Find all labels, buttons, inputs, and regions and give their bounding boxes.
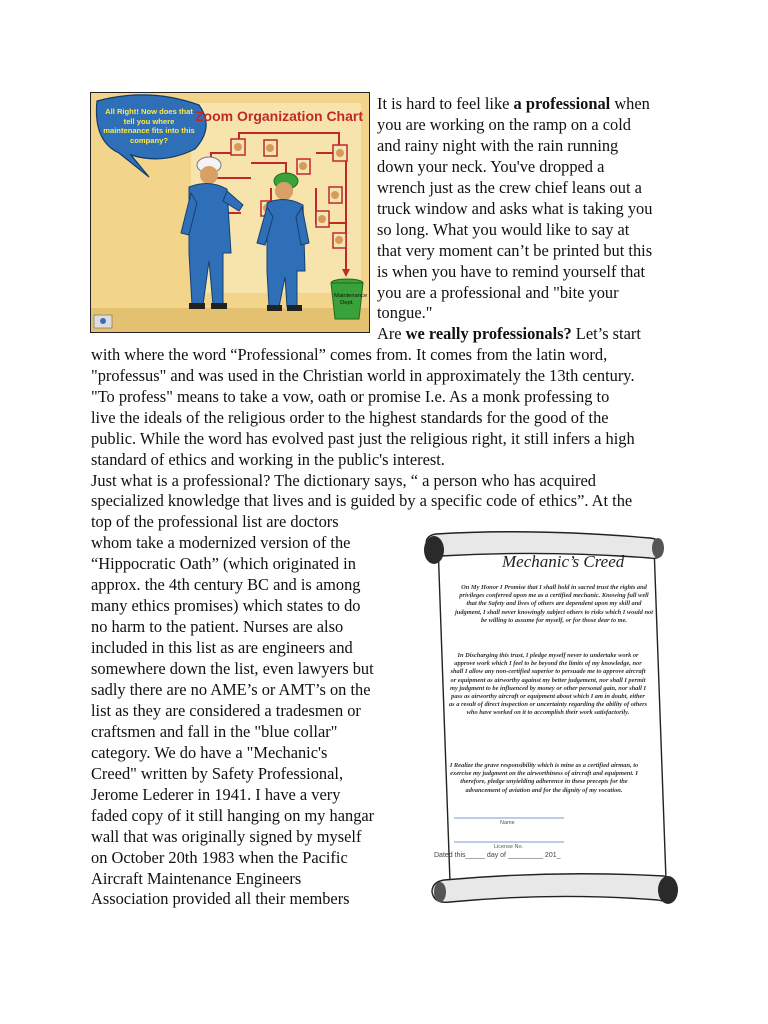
- text-line: tongue.": [377, 303, 433, 322]
- text-line: is when you have to remind yourself that: [377, 262, 646, 281]
- text-line: sadly there are no AME’s or AMT’s on the: [91, 680, 371, 699]
- text-line: faded copy of it still hanging on my hangar: [91, 806, 375, 825]
- license-line-label: License No.: [494, 844, 524, 850]
- text-line: specialized knowledge that lives and is guided by a specific code of ethics”. At the: [91, 491, 633, 510]
- text-line: on October 20th 1983 when the Pacific: [91, 848, 348, 867]
- text-line: live the ideals of the religious order to the highest standards for the good of the: [91, 408, 609, 427]
- text-line: Aircraft Maintenance Engineers: [91, 869, 302, 888]
- text-line: It is hard to feel like a professional when: [377, 94, 650, 113]
- creed-paragraph-1: On My Honor I Promise that I shall hold in sacred trust the rights and privileges conferred upon me as a certified mechanic. Knowing full well that the Safety and lives of others are dependent upon my skill and judgment, I shall never knowingly subject others to risks which I would not be willing to assume for myself, or for those dear to me.: [455, 584, 653, 624]
- text-line: with where the word “Professional” comes from. It comes from the latin word,: [91, 345, 608, 364]
- text-line: wall that was originally signed by myself: [91, 827, 362, 846]
- text-line: approx. the 4th century BC and is among: [91, 575, 361, 594]
- text-line: standard of ethics and working in the public's interest.: [91, 450, 445, 469]
- scroll-illustration: [414, 520, 682, 920]
- text-line: many ethics promises) which states to do: [91, 596, 361, 615]
- text-line: Association provided all their members: [91, 889, 350, 908]
- text-line: Jerome Lederer in 1941. I have a very: [91, 785, 341, 804]
- text-line: included in this list as are engineers and: [91, 638, 353, 657]
- dated-line: Dated this_____ day of _________ 201_: [434, 852, 561, 859]
- cartoon-org-chart-image: [90, 92, 370, 333]
- text-line: you are working on the ramp on a cold: [377, 115, 631, 134]
- text-line: no harm to the patient. Nurses are also: [91, 617, 344, 636]
- text-line: and rainy night with the rain running: [377, 136, 619, 155]
- speech-bubble-text: All Right! Now does that tell you where maintenance fits into this company?: [103, 107, 195, 145]
- mechanics-creed-scroll-image: [414, 520, 682, 920]
- text-line: Just what is a professional? The dictionary says, “ a person who has acquired: [91, 471, 596, 490]
- creed-paragraph-2: In Discharging this trust, I pledge myself never to undertake work or approve work which I feel to be beyond the limits of my knowledge, nor shall I allow any non-certified superior to persuade me to approve aircraft or equipment as airworthy against my better judgement, nor shall I permit my judgment to be influenced by money or other personal gain, nor shall I pass as airworthy aircraft or equipment about which I am in doubt, either as a result of direct inspection or uncertainty regarding the ability of others who have worked on it to accomplish their work satisfactorily.: [448, 652, 648, 717]
- text-line: somewhere down the list, even lawyers but: [91, 659, 374, 678]
- text-line: wrench just as the crew chief leans out a: [377, 178, 642, 197]
- text-line: you are a professional and "bite your: [377, 283, 619, 302]
- text-line: so long. What you would like to say at: [377, 220, 630, 239]
- text-line: "professus" and was used in the Christian world in approximately the 13th century.: [91, 366, 635, 385]
- text-line: “Hippocratic Oath” (which originated in: [91, 554, 356, 573]
- text-line: truck window and asks what is taking you: [377, 199, 653, 218]
- text-line: "To profess" means to take a vow, oath or promise I.e. As a monk professing to: [91, 387, 610, 406]
- name-line-label: Name: [500, 820, 515, 826]
- text-line: list as they are considered a tradesmen or: [91, 701, 361, 720]
- text-line: public. While the word has evolved past just the religious right, it still infers a high: [91, 429, 635, 448]
- text-line: whom take a modernized version of the: [91, 533, 351, 552]
- text-line: that very moment can’t be printed but this: [377, 241, 653, 260]
- text-line: Creed" written by Safety Professional,: [91, 764, 344, 783]
- org-chart-title: Zoom Organization Chart: [195, 108, 363, 124]
- text-line: category. We do have a "Mechanic's: [91, 743, 328, 762]
- text-line: Are we really professionals? Let’s start: [377, 324, 641, 343]
- text-line: top of the professional list are doctors: [91, 512, 339, 531]
- text-line: craftsmen and fall in the "blue collar": [91, 722, 338, 741]
- text-line: down your neck. You've dropped a: [377, 157, 605, 176]
- creed-paragraph-3: I Realize the grave responsibility which is mine as a certified airman, to exercise my judgment on the airworthiness of aircraft and equipment. I therefore, pledge unyielding adherence in these precepts for the advancement of aviation and for the dignity of my vocation.: [449, 762, 639, 794]
- creed-title: Mechanic’s Creed: [502, 552, 625, 571]
- maintenance-bin-label: Maintenance Dept.: [334, 293, 368, 306]
